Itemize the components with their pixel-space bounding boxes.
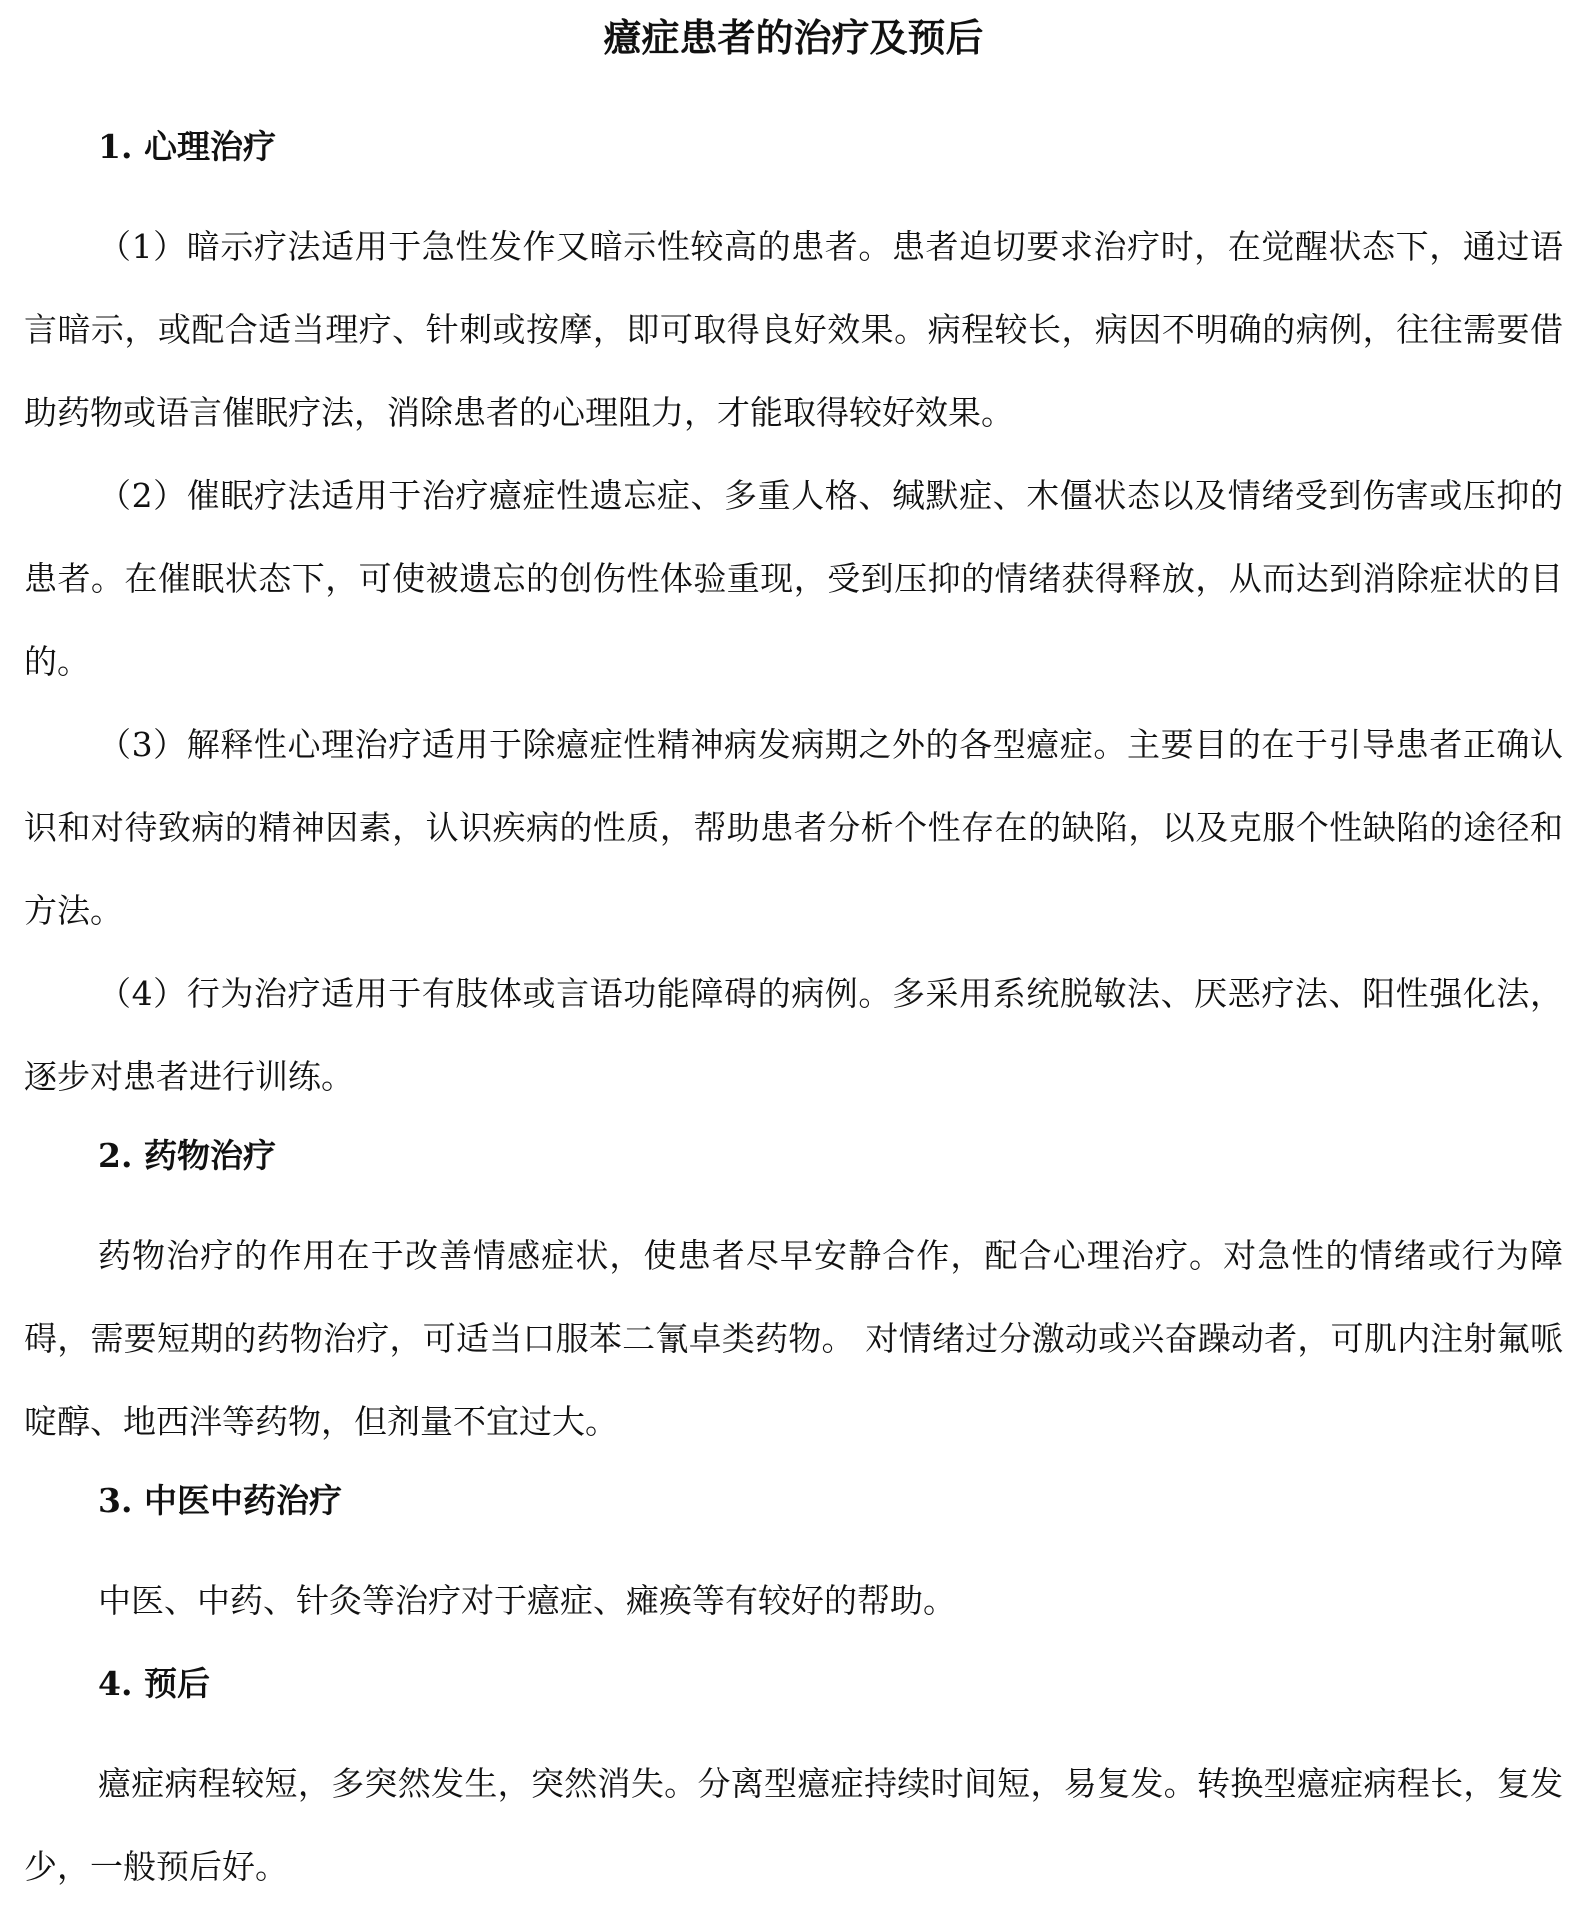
paragraph-suggestion-therapy: （1）暗示疗法适用于急性发作又暗示性较高的患者。患者迫切要求治疗时，在觉醒状态下，通过语言暗示，或配合适当理疗、针刺或按摩，即可取得良好效果。病程较长，病因不明确的病例，往往需要借助药物或语言催眠疗法，消除患者的心理阻力，才能取得较好效果。 bbox=[24, 227, 1563, 432]
paragraph-behavior-therapy: （4）行为治疗适用于有肢体或言语功能障碍的病例。多采用系统脱敏法、厌恶疗法、阳性强化法，逐步对患者进行训练。 bbox=[24, 974, 1563, 1096]
section-heading-drug-therapy: 2. 药物治疗 bbox=[98, 1136, 276, 1175]
paragraph-explanatory-therapy: （3）解释性心理治疗适用于除癔症性精神病发病期之外的各型癔症。主要目的在于引导患者正确认识和对待致病的精神因素，认识疾病的性质，帮助患者分析个性存在的缺陷，以及克服个性缺陷的途径和方法。 bbox=[24, 725, 1563, 930]
paragraph-prognosis: 癔症病程较短，多突然发生，突然消失。分离型癔症持续时间短，易复发。转换型癔症病程长，复发少，一般预后好。 bbox=[24, 1764, 1563, 1886]
paragraph-tcm-therapy: 中医、中药、针灸等治疗对于癔症、瘫痪等有较好的帮助。 bbox=[98, 1581, 956, 1620]
paragraph-hypnotherapy: （2）催眠疗法适用于治疗癔症性遗忘症、多重人格、缄默症、木僵状态以及情绪受到伤害或压抑的患者。在催眠状态下，可使被遗忘的创伤性体验重现，受到压抑的情绪获得释放，从而达到消除症状的目的。 bbox=[24, 476, 1563, 681]
paragraph-drug-therapy: 药物治疗的作用在于改善情感症状，使患者尽早安静合作，配合心理治疗。对急性的情绪或行为障碍，需要短期的药物治疗，可适当口服苯二氰卓类药物。 对情绪过分激动或兴奋躁动者，可肌内注射氟哌啶醇、地西泮等药物，但剂量不宜过大。 bbox=[24, 1236, 1563, 1441]
section-heading-prognosis: 4. 预后 bbox=[98, 1664, 210, 1703]
section-heading-tcm-therapy: 3. 中医中药治疗 bbox=[98, 1481, 342, 1520]
section-heading-psychotherapy: 1. 心理治疗 bbox=[98, 127, 276, 166]
page-title: 癔症患者的治疗及预后 bbox=[603, 15, 984, 60]
